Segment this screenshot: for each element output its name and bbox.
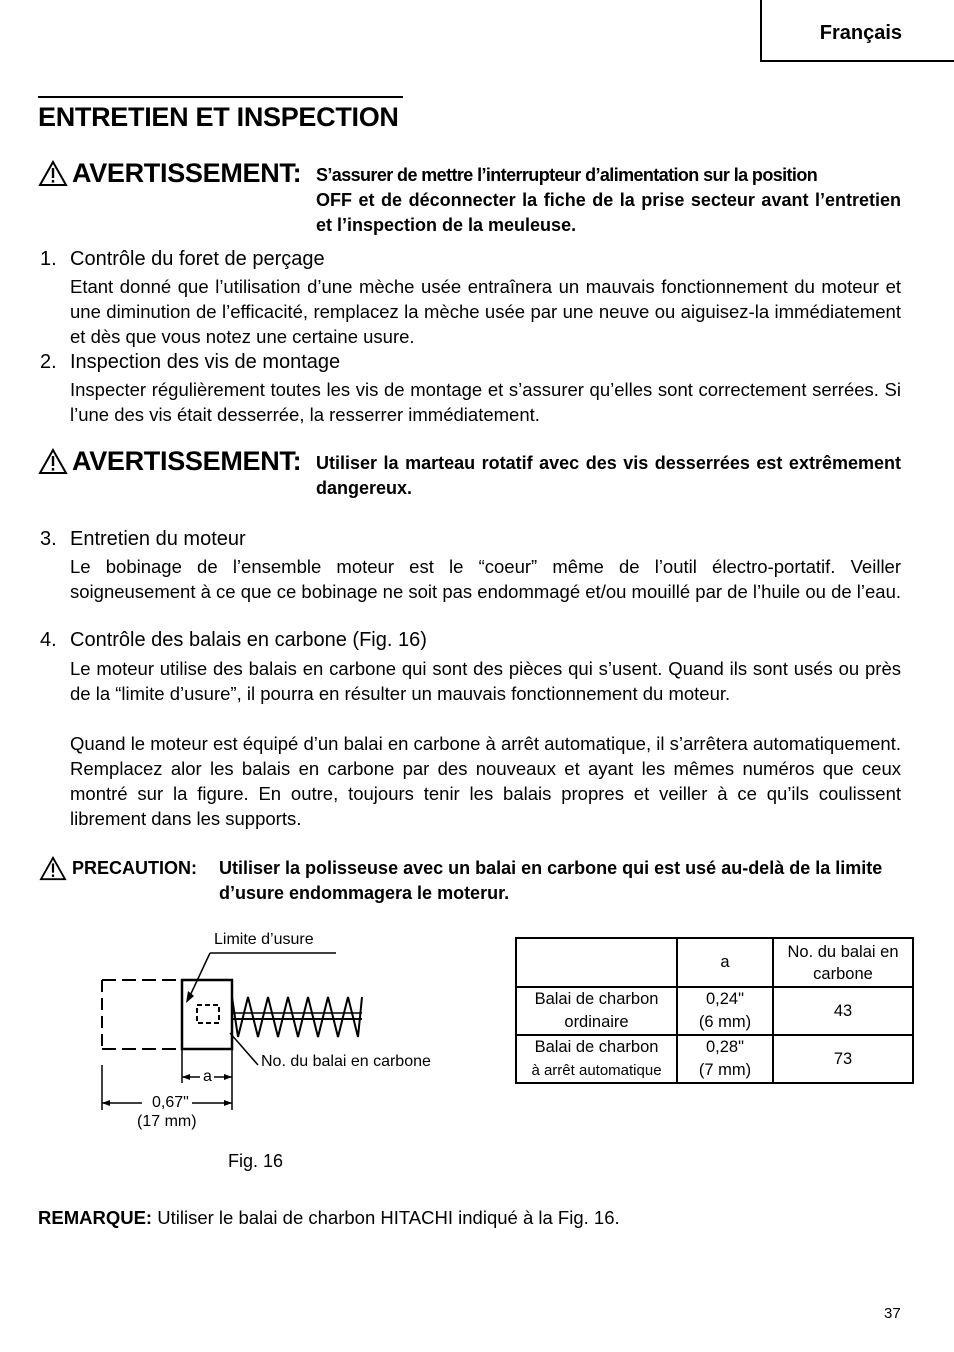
item-4-title: Contrôle des balais en carbone (Fig. 16) <box>70 629 427 651</box>
dimension-mm-label: (17 mm) <box>137 1113 197 1130</box>
warning-text-2: Utiliser la marteau rotatif avec des vis desserrées est extrêmement dangereux. <box>316 453 901 498</box>
brush-type: Balai de charbon <box>534 990 659 1008</box>
item-4-text-2: Quand le moteur est équipé d’un balai en carbone à arrêt automatique, il s’arrêtera automatiquement. Remplacez alor les balais en carbone par des nouveaux et ayant les mêmes numéros que ceux montré sur la figure. En outre, toujours tenir les balais propres et veiller à ce qu’ils coulissent librement dans les supports. <box>70 733 901 829</box>
item-3-heading <box>40 528 246 551</box>
item-4-heading <box>40 629 427 652</box>
table-cell <box>516 1035 677 1083</box>
item-2-heading <box>40 351 340 374</box>
precaution-heading <box>38 856 197 881</box>
item-3-number: 3. <box>40 528 57 550</box>
item-1-number: 1. <box>40 248 57 270</box>
figure-caption: Fig. 16 <box>228 1151 284 1171</box>
warning-label-2: AVERTISSEMENT: <box>72 446 302 476</box>
brush-spec-table <box>515 937 914 1084</box>
brush-type-sub: ordinaire <box>564 1013 629 1031</box>
carbon-brush-figure <box>90 925 470 1145</box>
dimension-inch-label: 0,67" <box>152 1094 189 1111</box>
table-cell <box>677 1035 773 1083</box>
item-2-text: Inspecter régulièrement toutes les vis de montage et s’assurer qu’elles sont correctement serrées. Si l’une des vis était desserrée, la resserrer immédiatement. <box>70 379 901 425</box>
item-4-number: 4. <box>40 629 57 651</box>
warning-triangle-icon <box>38 160 68 187</box>
page-number: 37 <box>884 1305 901 1322</box>
dimension-a-label: a <box>203 1068 212 1085</box>
remark <box>38 1207 620 1229</box>
table-header-cell: No. du balai en carbone <box>773 938 913 987</box>
item-1-text: Etant donné que l’utilisation d’une mèche usée entraînera un mauvais fonctionnement du moteur et une diminution de l’efficacité, remplacez la mèche usée par une neuve ou aiguisez-la immédiatement et dès que vous notez une certaine usure. <box>70 276 901 347</box>
dimension-a-mm: (7 mm) <box>698 1061 752 1079</box>
warning-triangle-icon <box>38 448 68 475</box>
dimension-a-in: 0,28" <box>706 1038 744 1056</box>
table-cell <box>516 987 677 1035</box>
table-header-row <box>516 938 913 987</box>
item-3-text: Le bobinage de l’ensemble moteur est le “coeur” même de l’outil électro-portatif. Veiller soigneusement à ce que ce bobinage ne soit pas endommagé et/ou mouillé par de l’huile ou de l’eau. <box>70 556 902 602</box>
warning-triangle-icon <box>38 856 68 881</box>
language-label: Français <box>819 22 902 44</box>
dimension-a-in: 0,24" <box>706 990 744 1008</box>
item-3-title: Entretien du moteur <box>70 528 246 550</box>
remark-label: REMARQUE: <box>38 1207 153 1228</box>
item-1-title: Contrôle du foret de perçage <box>70 248 325 270</box>
item-1-heading <box>40 248 325 271</box>
remark-text: Utiliser le balai de charbon HITACHI indiqué à la Fig. 16. <box>152 1207 620 1228</box>
table-header-cell <box>516 938 677 987</box>
brush-number: 73 <box>773 1035 913 1083</box>
table-header-cell: a <box>677 938 773 987</box>
table-row <box>516 987 913 1035</box>
language-tab <box>760 0 954 62</box>
brush-number: 43 <box>773 987 913 1035</box>
item-4-text: Le moteur utilise des balais en carbone qui sont des pièces qui s’usent. Quand ils sont usés ou près de la “limite d’usure”, il pourra en résulter un mauvais fonctionnement du moteur. <box>70 658 901 704</box>
item-2-title: Inspection des vis de montage <box>70 351 341 373</box>
wear-limit-label: Limite d’usure <box>214 931 314 948</box>
warning-text-1: OFF et de déconnecter la fiche de la prise secteur avant l’entretien et l’inspection de la meuleuse. <box>316 190 901 235</box>
brush-type: Balai de charbon <box>534 1038 659 1056</box>
dimension-a-mm: (6 mm) <box>698 1013 752 1031</box>
item-2-number: 2. <box>40 351 57 373</box>
warning-label-1: AVERTISSEMENT: <box>72 158 302 188</box>
section-title: ENTRETIEN ET INSPECTION <box>38 102 399 132</box>
warning-text-1-line1: S’assurer de mettre l’interrupteur d’alimentation sur la position <box>316 165 818 185</box>
table-row <box>516 1035 913 1083</box>
brush-number-label: No. du balai en carbone <box>261 1053 431 1070</box>
precaution-label: PRECAUTION: <box>72 858 197 878</box>
warning-heading-1 <box>38 158 301 189</box>
brush-type-sub: à arrêt automatique <box>531 1062 662 1079</box>
precaution-text: Utiliser la polisseuse avec un balai en carbone qui est usé au-delà de la limite d’usure endommagera le moterur. <box>219 858 883 903</box>
section-rule <box>38 96 403 98</box>
warning-heading-2 <box>38 446 301 477</box>
table-cell <box>677 987 773 1035</box>
